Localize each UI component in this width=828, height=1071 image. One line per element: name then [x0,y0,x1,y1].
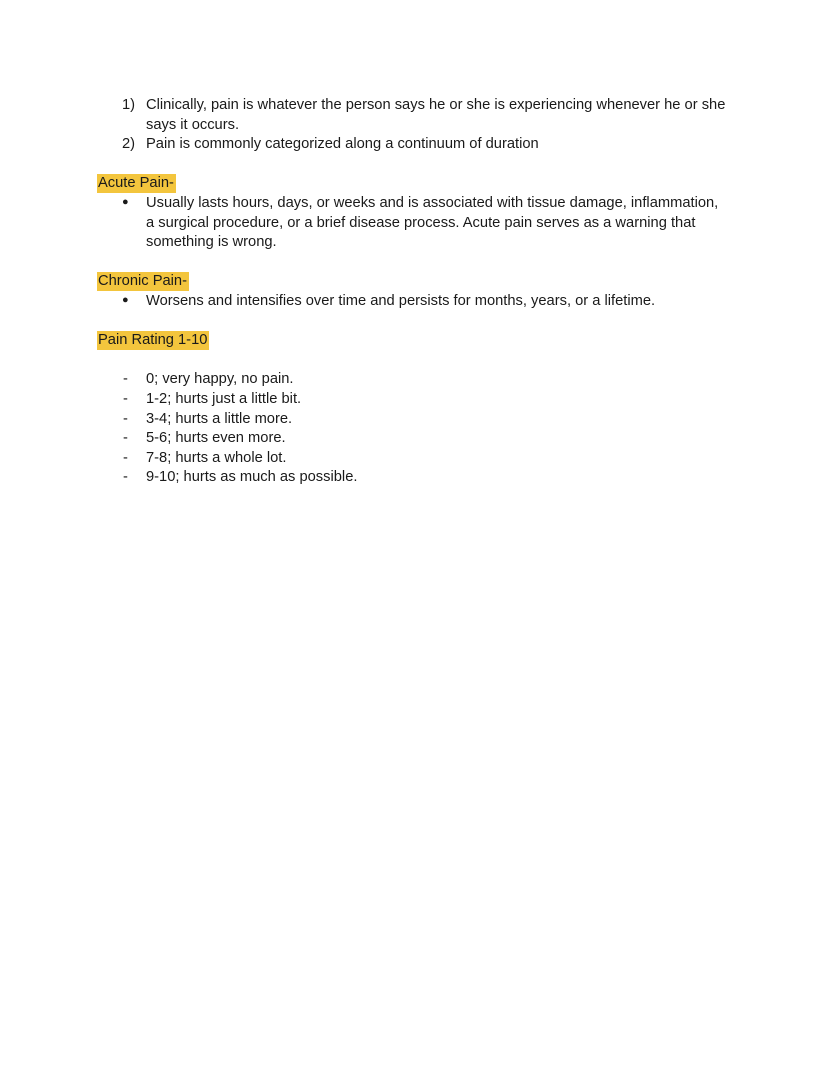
list-number-marker: 1) [122,97,136,113]
highlighted-heading-text: Chronic Pain- [98,273,187,290]
bullet-marker: ● [122,293,129,306]
dash-marker: - [123,449,128,466]
dash-marker: - [123,469,128,486]
bullet-list [97,292,728,312]
bullet-list [97,194,728,253]
dash-item-text: 9-10; hurts as much as possible. [146,469,358,486]
dash-marker: - [123,430,128,447]
bullet-item [97,194,728,253]
dash-item [97,449,728,469]
bullet-item [97,292,728,312]
dash-marker: - [123,371,128,388]
bullet-item-text: Worsens and intensifies over time and persists for months, years, or a lifetime. [146,292,656,309]
numbered-item-text: Pain is commonly categorized along a continuum of duration [146,136,539,153]
numbered-item [122,135,728,155]
numbered-list [122,96,728,155]
dash-item [97,429,728,449]
dash-item-text: 5-6; hurts even more. [146,430,286,447]
dash-item-text: 1-2; hurts just a little bit. [146,390,302,407]
numbered-item-text: Clinically, pain is whatever the person says he or she is experiencing whenever he or she says it occurs. [146,97,726,133]
dash-marker: - [123,410,128,427]
dash-item [97,468,728,488]
section-heading-pain-rating [97,331,728,351]
bullet-marker: ● [122,195,129,208]
section-heading-chronic-pain [97,272,728,292]
bullet-item-text: Usually lasts hours, days, or weeks and is associated with tissue damage, inflammation, a surgical procedure, or a brief disease process. Acute pain serves as a warning that something is wrong. [146,194,719,251]
dash-item-text: 7-8; hurts a whole lot. [146,449,287,466]
dash-item [97,410,728,430]
section-pain-rating [97,331,728,488]
list-number-marker: 2) [122,136,136,153]
section-acute-pain [97,174,728,252]
highlighted-heading-text: Acute Pain- [98,175,174,192]
dash-item-text: 3-4; hurts a little more. [146,410,293,427]
dash-item [97,390,728,410]
section-heading-acute-pain [97,174,728,194]
dash-marker: - [123,390,128,407]
section-chronic-pain [97,272,728,311]
dash-item-text: 0; very happy, no pain. [146,371,294,388]
highlighted-heading-text: Pain Rating 1-10 [98,332,208,349]
dash-list [97,370,728,488]
dash-item [97,370,728,390]
numbered-item [122,96,728,135]
